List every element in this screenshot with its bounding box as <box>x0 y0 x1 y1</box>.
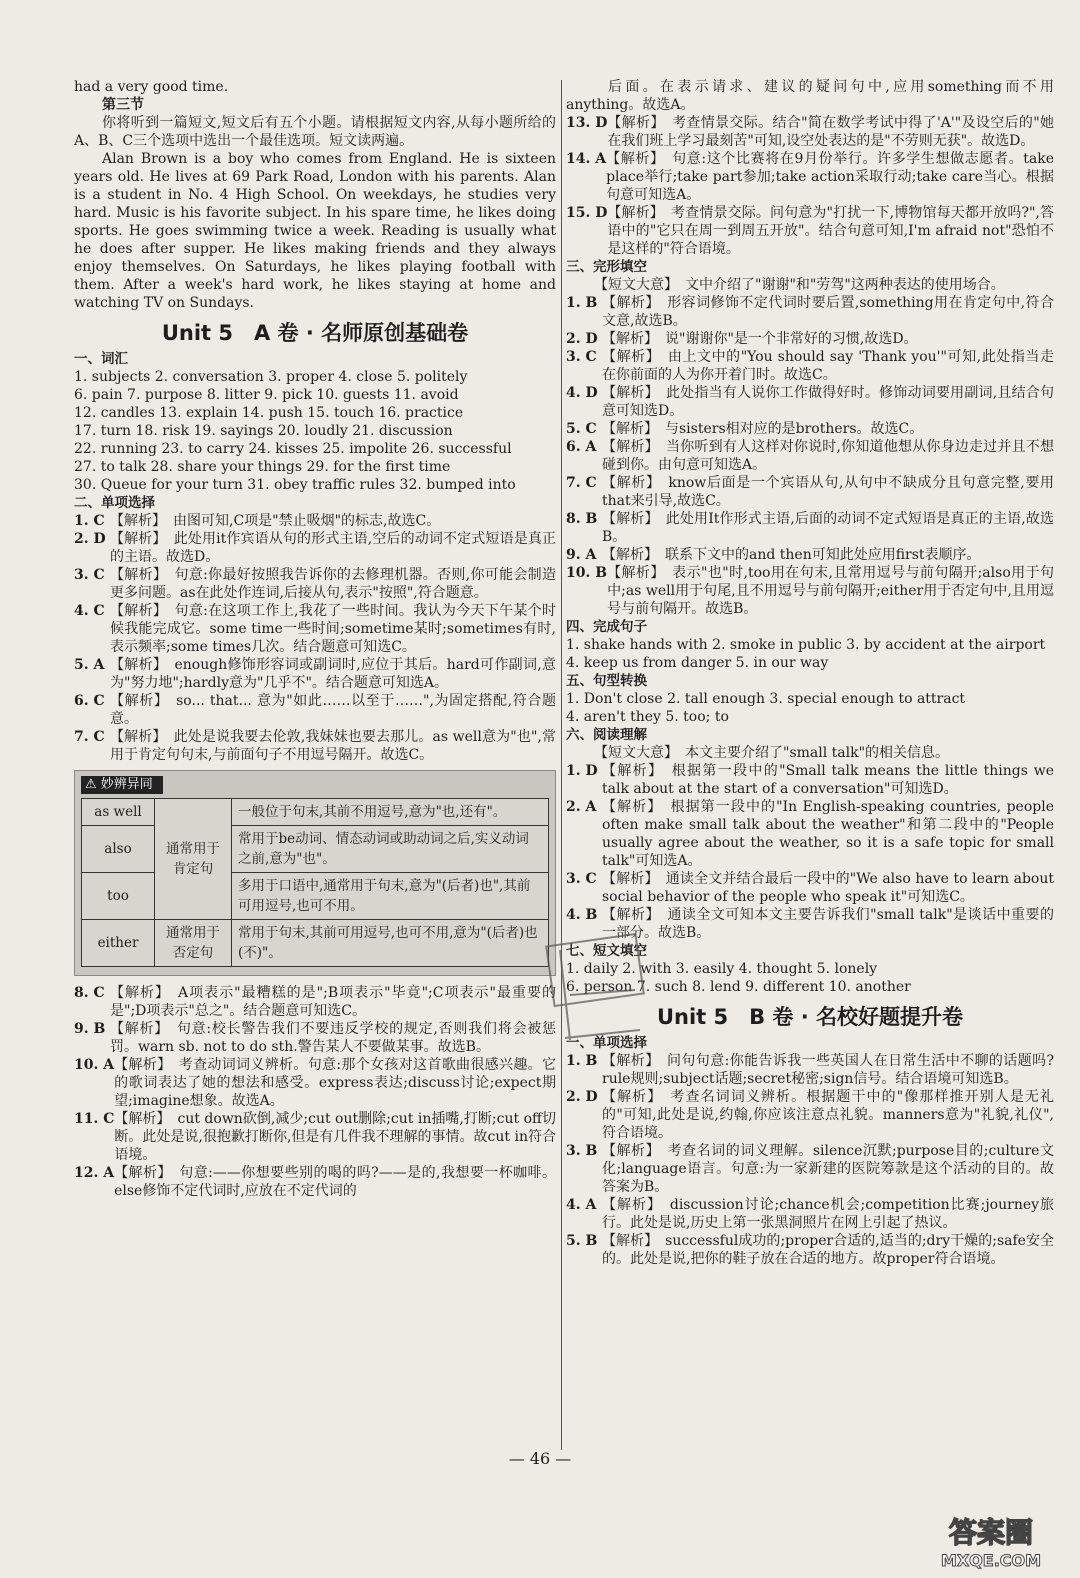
answer-number: 15. D <box>566 205 608 221</box>
vocab-row: 17. turn 18. risk 19. sayings 20. loudly 21. discussion <box>74 423 453 439</box>
answer-item <box>566 420 1054 438</box>
answer-number: 7. C <box>566 475 597 491</box>
vocab-row: 1. subjects 2. conversation 3. proper 4. close 5. politely <box>74 369 468 385</box>
answer-list <box>566 1052 1054 1268</box>
answer-explanation: 【解析】 successful成功的;proper合适的,适当的;dry干燥的;safe安全的。此处是说,把你的鞋子放在合适的地方。故proper符合语境。 <box>602 1233 1054 1267</box>
answer-item <box>74 1020 556 1056</box>
answer-number: 2. D <box>566 331 598 347</box>
answer-item <box>566 546 1054 564</box>
tip-header <box>81 776 163 794</box>
answer-item <box>74 1110 556 1164</box>
answer-number: 3. C <box>566 871 597 887</box>
answer-item <box>566 204 1054 258</box>
vocab-row: 22. running 23. to carry 24. kisses 25. impolite 26. successful <box>74 441 512 457</box>
answer-explanation: 【解析】 考查情景交际。结合"简在数学考试中得了'A'"及设空后的"她在我们班上学习最刻苦"可知,设空处表达的是"不劳则无获"。故选D。 <box>607 115 1054 149</box>
answer-item <box>566 870 1054 906</box>
tip-title: 妙辨异同 <box>100 777 153 792</box>
answer-number: 5. A <box>74 657 105 673</box>
answer-row: 1. Don't close 2. tall enough 3. special enough to attract <box>566 691 966 707</box>
reading-summary: 【短文大意】 本文主要介绍了"small talk"的相关信息。 <box>594 745 950 761</box>
comparison-table <box>81 798 549 967</box>
answer-explanation: 【解析】 考查动词词义辨析。句意:那个女孩对这首歌曲很感兴趣。它的歌词表达了她的想法和感受。express表达;discuss讨论;expect期望;imagine想象。故选A。 <box>114 1057 556 1109</box>
choice-section-title-b: 一、单项选择 <box>566 1035 647 1051</box>
answer-number: 9. B <box>74 1021 106 1037</box>
table-cell-word: as well <box>82 799 155 826</box>
table-cell-desc: 一般位于句末,其前不用逗号,意为"也,还有"。 <box>232 799 549 826</box>
column-divider <box>561 80 562 1450</box>
answer-explanation: 【解析】 考查名词的词义理解。silence沉默;purpose目的;culture文化;language语言。句意:为一家新建的医院筹款是这个活动的目的。故答案为B。 <box>602 1143 1054 1195</box>
blank-section-title: 七、短文填空 <box>566 943 647 959</box>
answer-explanation: 【解析】 说"谢谢你"是一个非常好的习惯,故选D。 <box>602 331 918 347</box>
svg-text:答案圈: 答案圈 <box>948 1516 1034 1549</box>
vocab-row: 30. Queue for your turn 31. obey traffic rules 32. bumped into <box>74 477 516 493</box>
answer-item <box>74 566 556 602</box>
answer-item <box>74 692 556 728</box>
answer-item <box>566 1232 1054 1268</box>
reading-section-title: 六、阅读理解 <box>566 727 647 743</box>
answer-explanation: 【解析】 当你听到有人这样对你说时,你知道他想从你身边走过并且不想碰到你。由句意可知选A。 <box>602 439 1054 473</box>
vocab-list <box>74 368 556 494</box>
answer-explanation: 【解析】 句意:在这项工作上,我花了一些时间。我认为今天下午某个时候我能完成它。some time一些时间;sometime某时;sometimes有时,表示频率;some times几次。结合题意可知选C。 <box>110 603 556 655</box>
answer-explanation: 【解析】 此处用it作宾语从句的形式主语,空后的动词不定式短语是真正的主语。故选D。 <box>110 531 556 565</box>
unit-title-b: Unit 5 B 卷 · 名校好题提升卷 <box>656 1005 964 1029</box>
answer-number: 3. C <box>74 567 105 583</box>
answer-number: 8. B <box>566 511 598 527</box>
answer-number: 2. D <box>566 1089 598 1105</box>
table-cell-word: also <box>82 826 155 873</box>
table-cell-usage: 通常用于肯定句 <box>155 799 232 920</box>
answer-explanation: 【解析】 句意:你最好按照我告诉你的去修理机器。否则,你可能会制造更多问题。as在此处作连词,后接从句,表示"按照",符合题意。 <box>110 567 556 601</box>
answer-number: 6. C <box>74 693 105 709</box>
answer-item <box>566 438 1054 474</box>
answer-item <box>74 1164 556 1200</box>
answer-item <box>566 564 1054 618</box>
table-row <box>82 826 549 873</box>
page-number: — 46 — <box>508 1449 572 1468</box>
answer-number: 11. C <box>74 1111 115 1127</box>
answer-list <box>566 762 1054 942</box>
answer-item <box>566 348 1054 384</box>
table-row <box>82 873 549 920</box>
answer-explanation: 【解析】 A项表示"最糟糕的是";B项表示"毕竟";C项表示"最重要的是";D项表示"总之"。结合题意可知选C。 <box>110 985 556 1019</box>
answer-explanation: 【解析】 联系下文中的and then可知此处应用first表顺序。 <box>602 547 981 563</box>
answer-number: 6. A <box>566 439 597 455</box>
answer-explanation: 【解析】 由上文中的"You should say 'Thank you'"可知,此处指当走在你前面的人为你开着门时。故选C。 <box>602 349 1054 383</box>
vocab-section-title: 一、词汇 <box>74 351 128 367</box>
answer-item <box>74 728 556 764</box>
answer-number: 3. C <box>566 349 597 365</box>
answer-explanation: 【解析】 此处指当有人说你工作做得好时。修饰动词要用副词,且结合句意可知选D。 <box>602 385 1054 419</box>
section3-title: 第三节 <box>102 97 144 113</box>
table-cell-desc: 常用于句末,其前可用逗号,也可不用,意为"(后者)也(不)"。 <box>232 920 549 967</box>
answer-explanation: 【解析】 由图可知,C项是"禁止吸烟"的标志,故选C。 <box>110 513 441 529</box>
answer-number: 4. D <box>566 385 598 401</box>
answer-item <box>74 1056 556 1110</box>
answer-number: 10. B <box>566 565 608 581</box>
answer-number: 14. A <box>566 151 607 167</box>
answer-number: 8. C <box>74 985 105 1001</box>
answer-explanation: 【解析】 通读全文可知本文主要告诉我们"small talk"是谈话中重要的一部分。故选B。 <box>602 907 1054 941</box>
answer-number: 4. C <box>74 603 105 619</box>
answer-number: 1. B <box>566 1053 598 1069</box>
answer-number: 9. A <box>566 547 597 563</box>
handwritten-stamp <box>540 920 660 1070</box>
vocab-row: 27. to talk 28. share your things 29. for the first time <box>74 459 451 475</box>
answer-item <box>566 330 1054 348</box>
answer-explanation: 【解析】 此处是说我要去伦敦,我妹妹也要去那儿。as well意为"也",常用于肯定句句末,与前面句子不用逗号隔开。故选C。 <box>110 729 556 763</box>
answer-number: 1. B <box>566 295 598 311</box>
answer-explanation: 【解析】 enough修饰形容词或副词时,应位于其后。hard可作副词,意为"努力地";hardly意为"几乎不"。结合题意可知选A。 <box>110 657 556 691</box>
answer-explanation: 【解析】 know后面是一个宾语从句,从句中不缺成分且句意完整,要用that来引导,故选C。 <box>602 475 1054 509</box>
site-logo-watermark <box>916 1512 1066 1572</box>
answer-list <box>566 294 1054 618</box>
svg-text:MXQE.COM: MXQE.COM <box>940 1551 1042 1570</box>
answer-item <box>566 1196 1054 1232</box>
answer-explanation: 【解析】 句意:——你想要些别的喝的吗?——是的,我想要一杯咖啡。else修饰不定代词时,应放在不定代词的 <box>114 1165 556 1199</box>
answer-item <box>74 512 556 530</box>
answer-explanation: 【解析】 句意:校长警告我们不要违反学校的规定,否则我们将会被惩罚。warn sb. not to do sth.警告某人不要做某事。故选B。 <box>110 1021 556 1055</box>
tip-box <box>74 770 556 976</box>
table-cell-word: either <box>82 920 155 967</box>
answer-explanation: 【解析】 discussion讨论;chance机会;competition比赛;journey旅行。此处是说,历史上第一张黑洞照片在网上引起了热议。 <box>602 1197 1054 1231</box>
answer-explanation: 【解析】 表示"也"时,too用在句末,且常用逗号与前句隔开;also用于句中;as well用于句尾,且不用逗号与前句隔开;either用于否定句中,且用逗号与前句隔开。故选B。 <box>607 565 1054 617</box>
listening-passage: Alan Brown is a boy who comes from England. He is sixteen years old. He lives at 69 Park Road, London with his parents. Alan is a student in No. 4 High School. On weekdays, he studies very hard. Music is his favorite subject. In his spare time, he likes doing sports. He goes swimming twice a week. Reading is usually what he does after supper. He likes making friends and they always enjoy themselves. On Saturdays, he likes playing football with them. After a week's hard work, he likes staying at home and watching TV on Sundays. <box>74 151 556 311</box>
answer-item <box>566 762 1054 798</box>
answer-item <box>74 602 556 656</box>
answer-item <box>566 294 1054 330</box>
answer-item <box>566 1142 1054 1196</box>
answer-explanation: 【解析】 与sisters相对应的是brothers。故选C。 <box>602 421 924 437</box>
answer-list <box>566 114 1054 258</box>
answer-item <box>74 984 556 1020</box>
answer-number: 7. C <box>74 729 105 745</box>
answer-item <box>74 656 556 692</box>
choice-section-title: 二、单项选择 <box>74 495 155 511</box>
answer-row: 4. aren't they 5. too; to <box>566 709 729 725</box>
warning-icon: ⚠ <box>85 777 101 792</box>
answer-row: 1. daily 2. with 3. easily 4. thought 5. lonely <box>566 961 878 977</box>
vocab-row: 6. pain 7. purpose 8. litter 9. pick 10. guests 11. avoid <box>74 387 459 403</box>
answer-explanation: 【解析】 通读全文并结合最后一段中的"We also have to learn about social behavior of the people who speak it"可知选C。 <box>602 871 1054 905</box>
answer-list <box>74 512 556 764</box>
answer-item <box>566 474 1054 510</box>
table-cell-desc: 多用于口语中,通常用于句末,意为"(后者)也",其前可用逗号,也可不用。 <box>232 873 549 920</box>
answer-number: 10. A <box>74 1057 115 1073</box>
answer-number: 1. C <box>74 513 105 529</box>
answer-number: 2. D <box>74 531 106 547</box>
answer-item <box>566 798 1054 870</box>
answer-item <box>566 1088 1054 1142</box>
answer-explanation: 【解析】 考查名词词义辨析。根据题干中的"像那样推开别人是无礼的"可知,此处是说,约翰,你应该注意点礼貌。manners意为"礼貌,礼仪",符合语境。 <box>602 1089 1054 1141</box>
answer-number: 1. D <box>566 763 598 779</box>
answer-explanation: 【解析】 考查情景交际。问句意为"打扰一下,博物馆每天都开放吗?",答语中的"它只在周一到周五开放"。结合句意可知,I'm afraid not"恐怕不是这样的"符合语境。 <box>607 205 1054 257</box>
table-cell-desc: 常用于be动词、情态动词或助动词之后,实义动词之前,意为"也"。 <box>232 826 549 873</box>
table-cell-word: too <box>82 873 155 920</box>
answer-item <box>566 150 1054 204</box>
answer-number: 3. B <box>566 1143 598 1159</box>
cloze-section-title: 三、完形填空 <box>566 259 647 275</box>
answer-list <box>74 984 556 1200</box>
complete-section-title: 四、完成句子 <box>566 619 647 635</box>
answer-explanation: 【解析】 形容词修饰不定代词时要后置,something用在肯定句中,符合文意,故选B。 <box>602 295 1054 329</box>
transform-section-title: 五、句型转换 <box>566 673 647 689</box>
continued-text: 后面。在表示请求、建议的疑问句中,应用something而不用anything。故选A。 <box>566 79 1054 113</box>
answer-explanation: 【解析】 句意:这个比赛将在9月份举行。许多学生想做志愿者。take place举行;take part参加;take action采取行动;take care当心。根据句意可知选A。 <box>606 151 1054 203</box>
right-column <box>566 78 1054 1268</box>
vocab-row: 12. candles 13. explain 14. push 15. touch 16. practice <box>74 405 464 421</box>
answer-item <box>566 510 1054 546</box>
answer-number: 4. B <box>566 907 598 923</box>
answer-explanation: 【解析】 cut down砍倒,减少;cut out删除;cut in插嘴,打断;cut off切断。此处是说,很抱歉打断你,但是有几件我不理解的事情。故cut in符合语境。 <box>114 1111 556 1163</box>
answer-explanation: 【解析】 此处用It作形式主语,后面的动词不定式短语是真正的主语,故选B。 <box>602 511 1054 545</box>
answer-row: 6. person 7. such 8. lend 9. different 10. another <box>566 979 911 995</box>
intro-line: had a very good time. <box>74 79 229 95</box>
answer-item <box>74 530 556 566</box>
answer-explanation: 【解析】 根据第一段中的"Small talk means the little things we talk about at the start of a conversation"可知选D。 <box>602 763 1054 797</box>
section3-instructions: 你将听到一篇短文,短文后有五个小题。请根据短文内容,从每小题所给的A、B、C三个选项中选出一个最佳选项。短文读两遍。 <box>74 115 556 149</box>
answer-row: 1. shake hands with 2. smoke in public 3. by accident at the airport <box>566 637 1046 653</box>
answer-explanation: 【解析】 so... that... 意为"如此……以至于……",为固定搭配,符合题意。 <box>110 693 556 727</box>
table-row <box>82 920 549 967</box>
answer-row: 4. keep us from danger 5. in our way <box>566 655 829 671</box>
answer-item <box>566 114 1054 150</box>
table-cell-usage: 通常用于否定句 <box>155 920 232 967</box>
answer-number: 12. A <box>74 1165 115 1181</box>
left-column <box>74 78 556 1200</box>
answer-number: 5. B <box>566 1233 598 1249</box>
answer-number: 5. C <box>566 421 597 437</box>
answer-number: 13. D <box>566 115 608 131</box>
answer-number: 4. A <box>566 1197 597 1213</box>
unit-title-a: Unit 5 A 卷 · 名师原创基础卷 <box>161 321 469 345</box>
answer-item <box>566 384 1054 420</box>
answer-explanation: 【解析】 根据第一段中的"In English-speaking countries, people often make small talk about the weather"和第二段中的"People usually agree about the weather, so it is a safe topic for small talk"可知选A。 <box>602 799 1054 869</box>
cloze-summary: 【短文大意】 文中介绍了"谢谢"和"劳驾"这两种表达的使用场合。 <box>594 277 1005 293</box>
answer-number: 2. A <box>566 799 597 815</box>
answer-explanation: 【解析】 问句句意:你能告诉我一些英国人在日常生活中不聊的话题吗?rule规则;subject话题;secret秘密;sign信号。结合语境可知选B。 <box>602 1053 1054 1087</box>
table-row <box>82 799 549 826</box>
